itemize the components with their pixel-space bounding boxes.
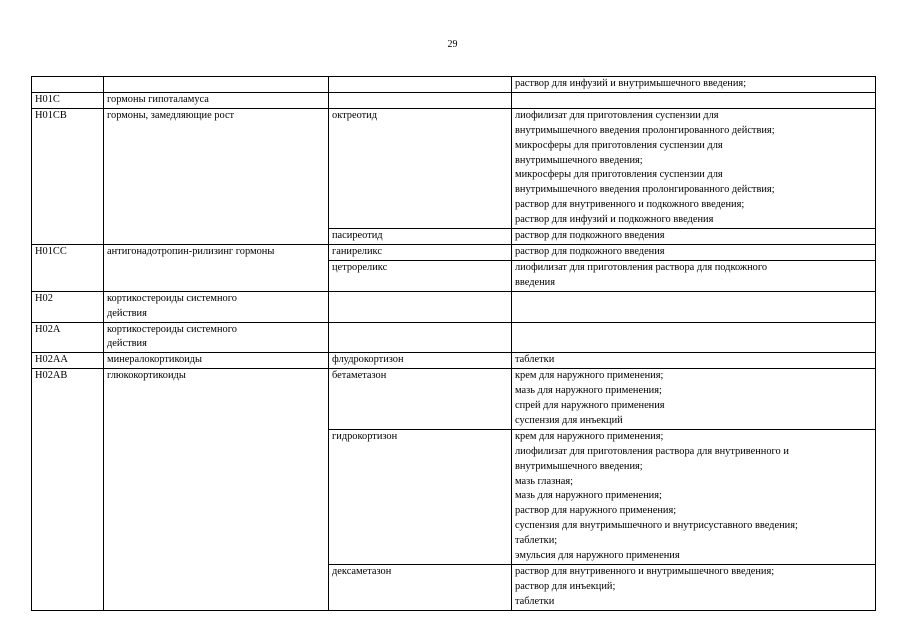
- dosage-form-line: крем для наружного применения;: [515, 370, 664, 382]
- group-name-line: действия: [107, 338, 147, 350]
- dosage-forms-cell: [512, 260, 876, 291]
- dosage-form-line: микросферы для приготовления суспензии для: [515, 139, 723, 151]
- dosage-forms-cell: [512, 229, 876, 245]
- dosage-form-line: суспензия для внутримышечного и внутрисуставного введения;: [515, 520, 798, 532]
- group-name-cell: [104, 291, 329, 322]
- drug-name-cell: бетаметазон: [329, 369, 512, 430]
- dosage-form-line: лиофилизат для приготовления раствора для подкожного: [515, 261, 768, 273]
- group-name-cell: минералокортикоиды: [104, 353, 329, 369]
- group-name-cell: глюкокортикоиды: [104, 369, 329, 611]
- drug-name-cell: дексаметазон: [329, 565, 512, 611]
- table-row: [32, 108, 876, 228]
- atc-code-cell: [32, 77, 104, 93]
- dosage-form-line: внутримышечного введения пролонгированного действия;: [515, 184, 775, 196]
- table-row: [32, 369, 876, 430]
- medication-table: [31, 76, 876, 611]
- group-name-cell: гормоны гипоталамуса: [104, 92, 329, 108]
- drug-name-cell: флудрокортизон: [329, 353, 512, 369]
- table-row: [32, 353, 876, 369]
- dosage-form-line: раствор для подкожного введения: [515, 230, 665, 242]
- drug-name-cell: октреотид: [329, 108, 512, 228]
- group-name-line: кортикостероиды системного: [107, 292, 237, 304]
- dosage-form-line: мазь для наружного применения;: [515, 385, 662, 397]
- group-name-cell: [104, 77, 329, 93]
- dosage-form-line: микросферы для приготовления суспензии для: [515, 169, 723, 181]
- drug-name-cell: [329, 322, 512, 353]
- dosage-forms-cell: [512, 92, 876, 108]
- table-row: [32, 322, 876, 353]
- group-name-cell: антигонадотропин-рилизинг гормоны: [104, 244, 329, 291]
- dosage-forms-cell: [512, 369, 876, 430]
- dosage-form-line: крем для наружного применения;: [515, 430, 664, 442]
- group-name-cell: гормоны, замедляющие рост: [104, 108, 329, 244]
- atc-code-cell: H01CB: [32, 108, 104, 244]
- drug-name-cell: [329, 92, 512, 108]
- dosage-form-line: таблетки;: [515, 535, 558, 547]
- atc-code-cell: H02: [32, 291, 104, 322]
- dosage-forms-cell: [512, 322, 876, 353]
- dosage-forms-cell: [512, 291, 876, 322]
- page-number: 29: [447, 39, 458, 50]
- table-row: [32, 92, 876, 108]
- dosage-form-line: внутримышечного введения;: [515, 154, 643, 166]
- dosage-form-line: лиофилизат для приготовления суспензии для: [515, 109, 719, 121]
- dosage-form-line: раствор для подкожного введения: [515, 245, 665, 257]
- group-name-line: действия: [107, 307, 147, 319]
- dosage-form-line: суспензия для инъекций: [515, 414, 623, 426]
- dosage-forms-cell: [512, 565, 876, 611]
- dosage-form-line: введения: [515, 276, 556, 288]
- drug-name-cell: пасиреотид: [329, 229, 512, 245]
- dosage-form-line: раствор для инъекций;: [515, 580, 616, 592]
- dosage-form-line: раствор для инфузий и внутримышечного введения;: [515, 78, 747, 89]
- drug-name-cell: цетрореликс: [329, 260, 512, 291]
- atc-code-cell: H01C: [32, 92, 104, 108]
- dosage-form-line: мазь для наружного применения;: [515, 490, 662, 502]
- table-body: [32, 77, 876, 611]
- atc-code-cell: H02A: [32, 322, 104, 353]
- group-name-line: кортикостероиды системного: [107, 323, 237, 335]
- drug-name-cell: [329, 291, 512, 322]
- dosage-form-line: раствор для внутривенного и внутримышечного введения;: [515, 566, 775, 577]
- dosage-forms-cell: [512, 108, 876, 228]
- dosage-form-line: раствор для внутривенного и подкожного введения;: [515, 199, 745, 211]
- dosage-forms-cell: [512, 244, 876, 260]
- dosage-form-line: мазь глазная;: [515, 475, 574, 487]
- dosage-form-line: таблетки: [515, 595, 555, 607]
- dosage-form-line: внутримышечного введения пролонгированного действия;: [515, 124, 775, 136]
- dosage-form-line: раствор для инфузий и подкожного введения: [515, 214, 714, 226]
- dosage-form-line: таблетки: [515, 354, 555, 366]
- group-name-cell: [104, 322, 329, 353]
- dosage-form-line: спрей для наружного применения: [515, 400, 665, 412]
- table-row: [32, 244, 876, 260]
- dosage-forms-cell: [512, 353, 876, 369]
- drug-name-cell: [329, 77, 512, 93]
- atc-code-cell: H02AB: [32, 369, 104, 611]
- dosage-form-line: внутримышечного введения;: [515, 460, 643, 472]
- drug-name-cell: гидрокортизон: [329, 429, 512, 564]
- dosage-form-line: лиофилизат для приготовления раствора для внутривенного и: [515, 445, 789, 457]
- drug-name-cell: ганиреликс: [329, 244, 512, 260]
- table-row: [32, 291, 876, 322]
- dosage-form-line: раствор для наружного применения;: [515, 505, 677, 517]
- dosage-forms-cell: [512, 77, 876, 93]
- atc-code-cell: H02AA: [32, 353, 104, 369]
- atc-code-cell: H01CC: [32, 244, 104, 291]
- table-row: [32, 77, 876, 93]
- dosage-forms-cell: [512, 429, 876, 564]
- dosage-form-line: эмульсия для наружного применения: [515, 550, 680, 562]
